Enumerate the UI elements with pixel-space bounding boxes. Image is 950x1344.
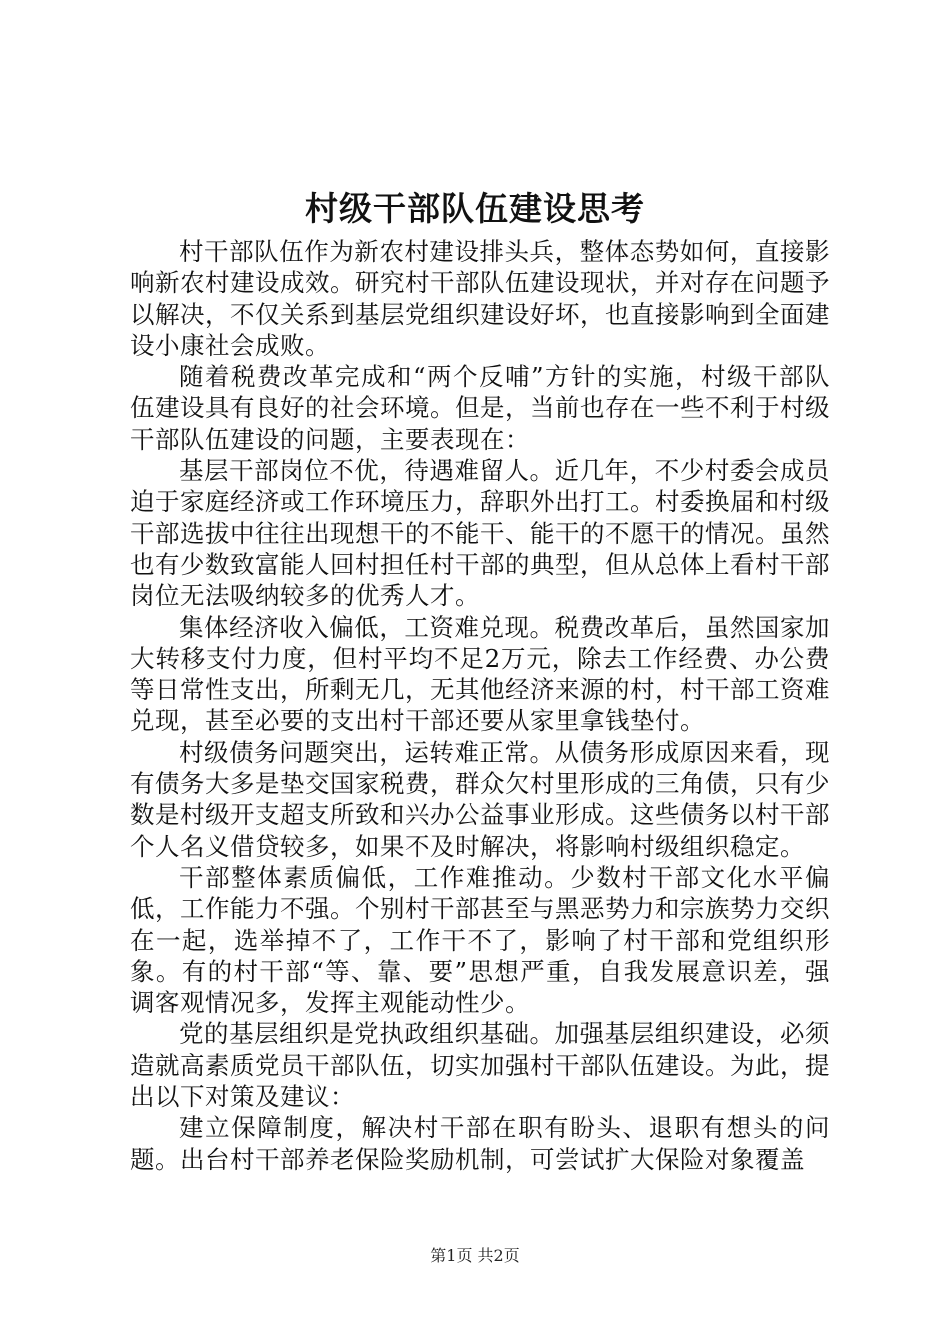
paragraph: 村级债务问题突出，运转难正常。从债务形成原因来看，现有债务大多是垫交国家税费，群众欠村里形成的三角债，只有少数是村级开支超支所致和兴办公益事业形成。这些债务以村干部个人名义借贷较多，如果不及时解决，将影响村级组织稳定。 [130, 737, 830, 861]
paragraph: 随着税费改革完成和“两个反哺”方针的实施，村级干部队伍建设具有良好的社会环境。但是，当前也存在一些不利于村级干部队伍建设的问题，主要表现在： [130, 362, 830, 454]
paragraph: 村干部队伍作为新农村建设排头兵，整体态势如何，直接影响新农村建设成效。研究村干部队伍建设现状，并对存在问题予以解决，不仅关系到基层党组织建设好坏，也直接影响到全面建设小康社会成败。 [130, 237, 830, 360]
paragraph: 党的基层组织是党执政组织基础。加强基层组织建设，必须造就高素质党员干部队伍，切实加强村干部队伍建设。为此，提出以下对策及建议： [130, 1019, 830, 1112]
page-number-footer: 第1页 共2页 [430, 1246, 520, 1265]
paragraph: 集体经济收入偏低，工资难兑现。税费改革后，虽然国家加大转移支付力度，但村平均不足2万元，除去工作经费、办公费等日常性支出，所剩无几，无其他经济来源的村，村干部工资难兑现，甚至必要的支出村干部还要从家里拿钱垫付。 [130, 612, 830, 736]
paragraph: 建立保障制度，解决村干部在职有盼头、退职有想头的问题。出台村干部养老保险奖励机制，可尝试扩大保险对象覆盖 [130, 1113, 830, 1174]
document-title: 村级干部队伍建设思考 [305, 189, 645, 228]
paragraph: 干部整体素质偏低，工作难推动。少数村干部文化水平偏低，工作能力不强。个别村干部甚至与黑恶势力和宗族势力交织在一起，选举掉不了，工作干不了，影响了村干部和党组织形象。有的村干部“等、靠、要”思想严重，自我发展意识差，强调客观情况多，发挥主观能动性少。 [130, 862, 830, 1018]
document-body [130, 236, 830, 1175]
paragraph: 基层干部岗位不优，待遇难留人。近几年，不少村委会成员迫于家庭经济或工作环境压力，辞职外出打工。村委换届和村级干部选拔中往往出现想干的不能干、能干的不愿干的情况。虽然也有少数致富能人回村担任村干部的典型，但从总体上看村干部岗位无法吸纳较多的优秀人才。 [130, 456, 830, 611]
